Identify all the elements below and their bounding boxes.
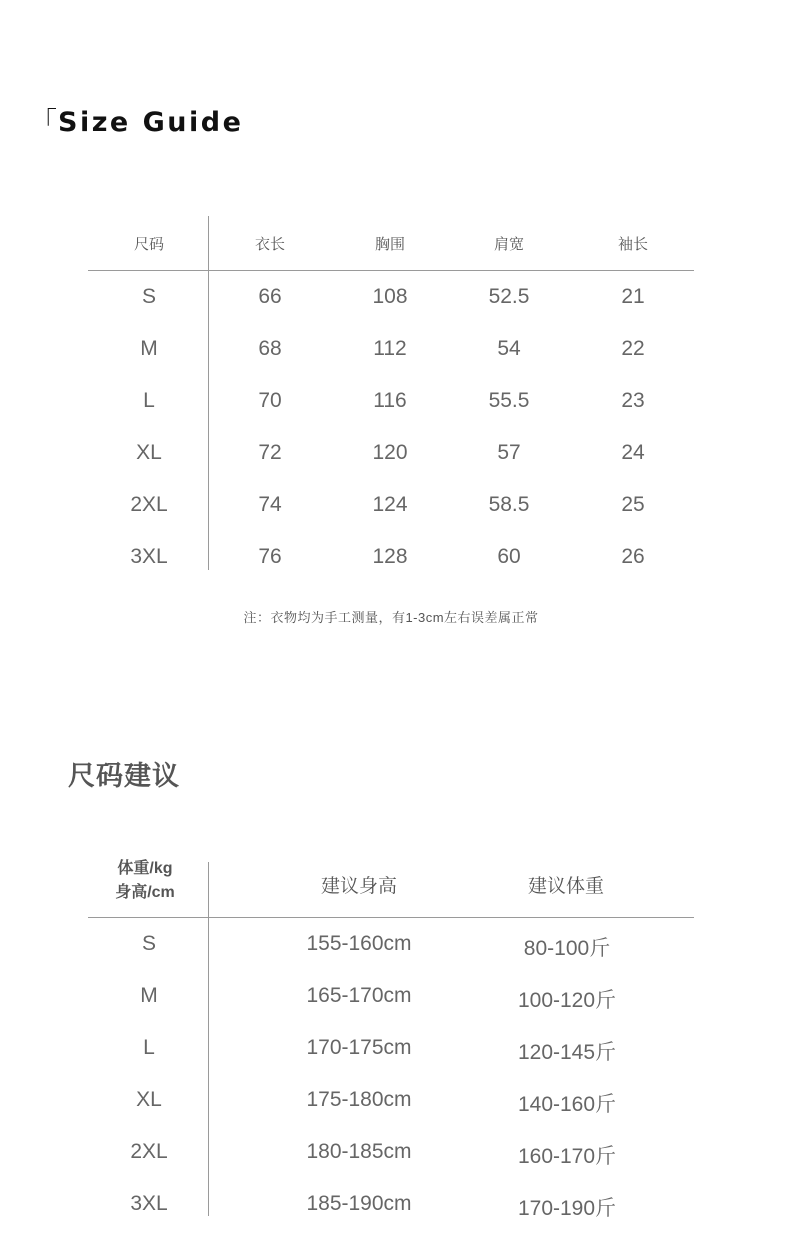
length-cell: 66 xyxy=(258,285,282,308)
header-size: 尺码 xyxy=(133,236,165,253)
size-cell: XL xyxy=(136,441,162,464)
size-guide-title xyxy=(30,100,243,139)
header-sleeve: 袖长 xyxy=(617,236,649,253)
shoulder-cell: 57 xyxy=(497,441,521,464)
size-cell: M xyxy=(140,337,158,360)
sleeve-cell: 21 xyxy=(621,285,645,308)
weight-cell: 160-170斤 xyxy=(517,1145,617,1168)
chest-cell: 112 xyxy=(373,337,407,360)
chest-cell: 116 xyxy=(373,389,407,412)
size-cell: S xyxy=(141,285,157,308)
header-weight: 建议体重 xyxy=(527,876,605,897)
header-length: 衣长 xyxy=(254,236,286,253)
size-cell: 3XL xyxy=(130,545,168,568)
length-cell: 74 xyxy=(258,493,282,516)
size-cell: L xyxy=(143,389,155,412)
recommendation-title: 尺码建议 xyxy=(68,761,180,791)
height-cell: 165-170cm xyxy=(306,984,412,1007)
title-text: Size Guide xyxy=(58,107,244,138)
chest-cell: 128 xyxy=(372,545,408,568)
shoulder-cell: 52.5 xyxy=(488,285,530,308)
weight-cell: 170-190斤 xyxy=(517,1197,617,1220)
header-shoulder: 肩宽 xyxy=(493,236,525,253)
height-cell: 170-175cm xyxy=(306,1036,412,1059)
size-cell: M xyxy=(140,984,158,1007)
length-cell: 68 xyxy=(258,337,282,360)
table-column-divider xyxy=(208,862,209,1216)
size-cell: 2XL xyxy=(130,493,168,516)
chest-cell: 124 xyxy=(372,493,408,516)
shoulder-cell: 58.5 xyxy=(488,493,530,516)
shoulder-cell: 55.5 xyxy=(488,389,530,412)
length-cell: 76 xyxy=(258,545,282,568)
chest-cell: 108 xyxy=(372,285,408,308)
sleeve-cell: 26 xyxy=(621,545,645,568)
height-cell: 155-160cm xyxy=(306,932,412,955)
length-cell: 72 xyxy=(258,441,282,464)
size-cell: L xyxy=(143,1036,155,1059)
header-height: 建议身高 xyxy=(320,876,398,897)
shoulder-cell: 54 xyxy=(497,337,521,360)
corner-header xyxy=(115,857,175,905)
measurement-note: 注：衣物均为手工测量，有1-3cm左右误差属正常 xyxy=(243,610,539,625)
length-cell: 70 xyxy=(258,389,282,412)
chest-cell: 120 xyxy=(372,441,408,464)
sleeve-cell: 23 xyxy=(621,389,645,412)
size-cell: XL xyxy=(136,1088,162,1111)
corner-weight-label: 体重/kg xyxy=(117,860,173,877)
size-cell: 2XL xyxy=(130,1140,168,1163)
weight-cell: 140-160斤 xyxy=(517,1093,617,1116)
table-header-divider xyxy=(88,270,694,271)
weight-cell: 100-120斤 xyxy=(517,989,617,1012)
header-chest: 胸围 xyxy=(374,236,406,253)
height-cell: 175-180cm xyxy=(306,1088,412,1111)
weight-cell: 120-145斤 xyxy=(517,1041,617,1064)
height-cell: 185-190cm xyxy=(306,1192,412,1215)
size-cell: 3XL xyxy=(130,1192,168,1215)
sleeve-cell: 24 xyxy=(621,441,645,464)
weight-cell: 80-100斤 xyxy=(523,937,611,960)
title-bracket: 「 xyxy=(30,107,57,138)
sleeve-cell: 22 xyxy=(621,337,645,360)
sleeve-cell: 25 xyxy=(621,493,645,516)
table-header-divider xyxy=(88,917,694,918)
recommendation-table xyxy=(88,860,694,1220)
size-table xyxy=(88,216,694,570)
shoulder-cell: 60 xyxy=(497,545,521,568)
height-cell: 180-185cm xyxy=(306,1140,412,1163)
corner-height-label: 身高/cm xyxy=(115,884,175,901)
size-cell: S xyxy=(141,932,157,955)
